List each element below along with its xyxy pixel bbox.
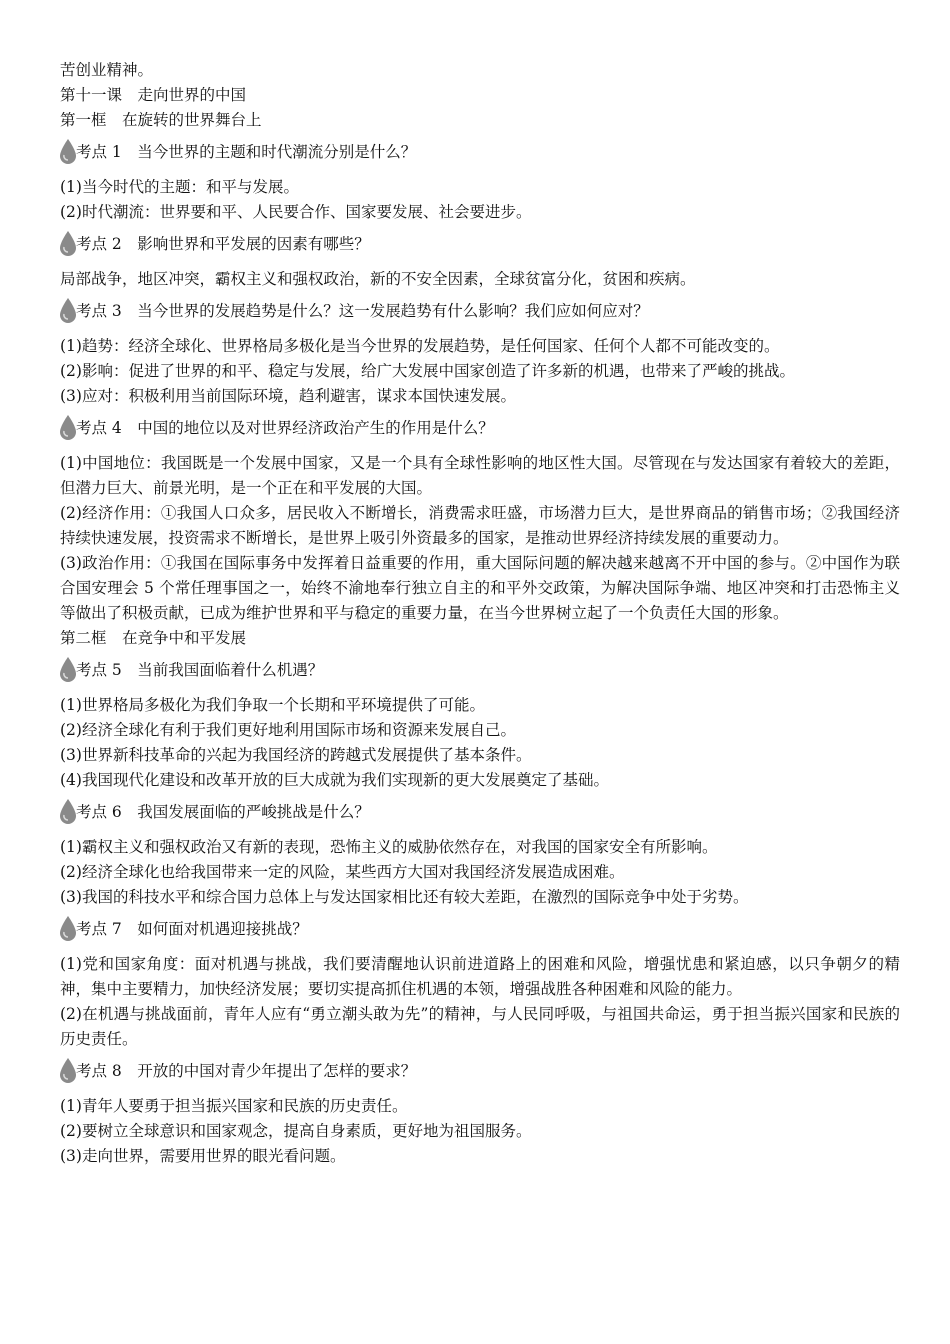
list-item: (1)党和国家角度：面对机遇与挑战，我们要清醒地认识前进道路上的困难和风险，增强忧患和紧迫感，以只争朝夕的精神，集中主要精力，加快经济发展；要切实提高抓住机遇的本领，增强战胜各种困难和风险的能力。: [60, 955, 900, 998]
droplet-icon: [58, 915, 78, 942]
list-item: (2)经济全球化也给我国带来一定的风险，某些西方大国对我国经济发展造成困难。: [60, 863, 625, 881]
kaodian-heading: [60, 912, 900, 946]
list-item: (2)在机遇与挑战面前，青年人应有“勇立潮头敢为先”的精神，与人民同呼吸，与祖国共命运，勇于担当振兴国家和民族的历史责任。: [60, 1005, 900, 1048]
kaodian-heading: [60, 135, 900, 169]
droplet-icon: [58, 297, 78, 324]
kaodian-heading: [60, 411, 900, 445]
list-item: (1)青年人要勇于担当振兴国家和民族的历史责任。: [60, 1097, 408, 1115]
kaodian-title: 考点 5 当前我国面临着什么机遇？: [76, 661, 324, 679]
kaodian-heading: [60, 1054, 900, 1088]
list-item: (3)我国的科技水平和综合国力总体上与发达国家相比还有较大差距，在激烈的国际竞争中处于劣势。: [60, 888, 749, 906]
document-page: [60, 58, 900, 1169]
lesson-title: 第十一课 走向世界的中国: [60, 86, 247, 104]
list-item: (3)走向世界，需要用世界的眼光看问题。: [60, 1147, 346, 1165]
kaodian-title: 考点 3 当今世界的发展趋势是什么？这一发展趋势有什么影响？我们应如何应对？: [76, 302, 649, 320]
list-item: (1)中国地位：我国既是一个发展中国家，又是一个具有全球性影响的地区性大国。尽管现在与发达国家有着较大的差距，但潜力巨大、前景光明，是一个正在和平发展的大国。: [60, 454, 900, 497]
kaodian-title: 考点 4 中国的地位以及对世界经济政治产生的作用是什么？: [76, 419, 494, 437]
list-item: (3)政治作用：①我国在国际事务中发挥着日益重要的作用，重大国际问题的解决越来越离不开中国的参与。②中国作为联合国安理会 5 个常任理事国之一，始终不渝地奉行独立自主的和平外交政策，为解决国际争端、地区冲突和打击恐怖主义等做出了积极贡献，已成为维护世界和平与稳定的重要力量，在当今世界树立起了一个负责任大国的形象。: [60, 554, 900, 622]
section-title: 第一框 在旋转的世界舞台上: [60, 111, 262, 129]
list-item: (4)我国现代化建设和改革开放的巨大成就为我们实现新的更大发展奠定了基础。: [60, 771, 609, 789]
kaodian-title: 考点 1 当今世界的主题和时代潮流分别是什么？: [76, 143, 417, 161]
list-item: (1)霸权主义和强权政治又有新的表现，恐怖主义的威胁依然存在，对我国的国家安全有所影响。: [60, 838, 718, 856]
kaodian-title: 考点 6 我国发展面临的严峻挑战是什么？: [76, 803, 370, 821]
list-item: (1)当今时代的主题：和平与发展。: [60, 178, 299, 196]
droplet-icon: [58, 656, 78, 683]
section-title: 第二框 在竞争中和平发展: [60, 629, 247, 647]
list-item: (3)世界新科技革命的兴起为我国经济的跨越式发展提供了基本条件。: [60, 746, 532, 764]
list-item: (2)影响：促进了世界的和平、稳定与发展，给广大发展中国家创造了许多新的机遇，也带来了严峻的挑战。: [60, 362, 795, 380]
kaodian-heading: [60, 227, 900, 261]
list-item: (1)世界格局多极化为我们争取一个长期和平环境提供了可能。: [60, 696, 485, 714]
kaodian-title: 考点 7 如何面对机遇迎接挑战？: [76, 920, 308, 938]
list-item: (1)趋势：经济全球化、世界格局多极化是当今世界的发展趋势，是任何国家、任何个人都不可能改变的。: [60, 337, 780, 355]
droplet-icon: [58, 1057, 78, 1084]
list-item: (3)应对：积极利用当前国际环境，趋利避害，谋求本国快速发展。: [60, 387, 516, 405]
kaodian-title: 考点 2 影响世界和平发展的因素有哪些？: [76, 235, 370, 253]
droplet-icon: [58, 798, 78, 825]
list-item: (2)经济作用：①我国人口众多，居民收入不断增长，消费需求旺盛，市场潜力巨大，是世界商品的销售市场；②我国经济持续快速发展，投资需求不断增长，是世界上吸引外资最多的国家，是推动世界经济持续发展的重要动力。: [60, 504, 900, 547]
kaodian-heading: [60, 653, 900, 687]
list-item: 局部战争，地区冲突，霸权主义和强权政治，新的不安全因素，全球贫富分化，贫困和疾病。: [60, 270, 696, 288]
list-item: (2)时代潮流：世界要和平、人民要合作、国家要发展、社会要进步。: [60, 203, 532, 221]
kaodian-title: 考点 8 开放的中国对青少年提出了怎样的要求？: [76, 1062, 417, 1080]
droplet-icon: [58, 414, 78, 441]
kaodian-heading: [60, 294, 900, 328]
text-line: 苦创业精神。: [60, 61, 154, 79]
kaodian-heading: [60, 795, 900, 829]
droplet-icon: [58, 138, 78, 165]
list-item: (2)要树立全球意识和国家观念，提高自身素质，更好地为祖国服务。: [60, 1122, 532, 1140]
list-item: (2)经济全球化有利于我们更好地利用国际市场和资源来发展自己。: [60, 721, 516, 739]
droplet-icon: [58, 230, 78, 257]
